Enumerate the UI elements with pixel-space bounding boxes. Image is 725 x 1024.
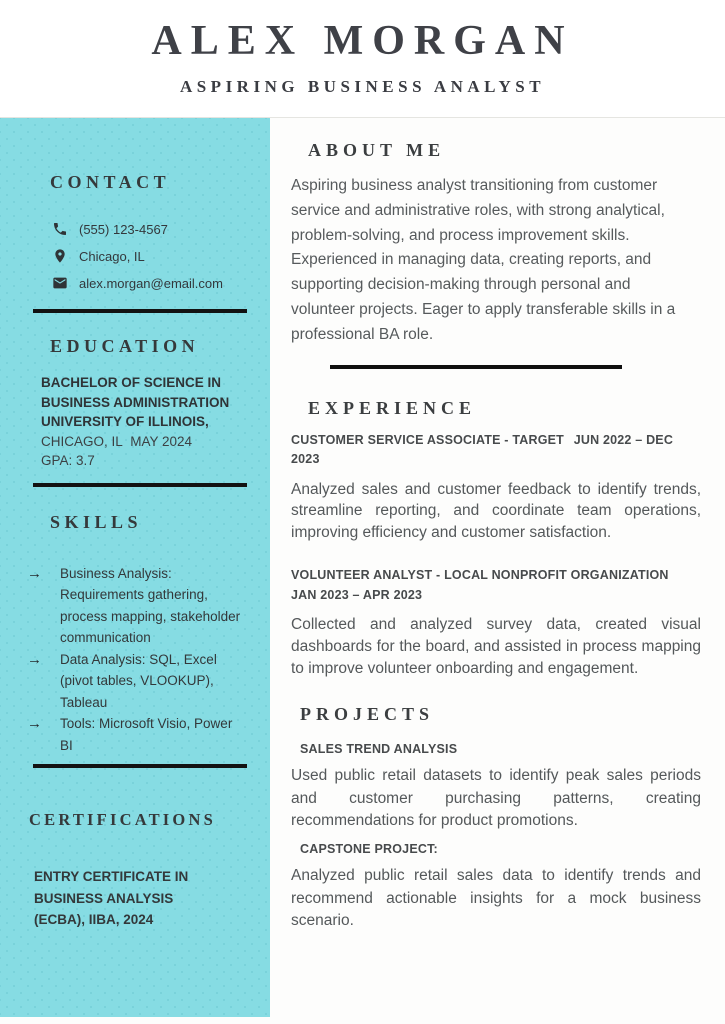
education-section [0, 336, 248, 487]
contact-item-email [0, 275, 248, 291]
skills-list [0, 563, 248, 757]
job-title: VOLUNTEER ANALYST - LOCAL NONPROFIT ORGANIZATION [291, 568, 669, 583]
location-text: Chicago, IL [79, 248, 145, 264]
job-description: Analyzed sales and customer feedback to identify trends, streamline reporting, and coordinate team operations, improving efficiency and customer satisfaction. [291, 480, 701, 541]
candidate-title: ASPIRING BUSINESS ANALYST [179, 77, 546, 96]
contact-list [0, 221, 248, 291]
contact-section [0, 172, 248, 313]
education-gpa: GPA: 3.7 [41, 453, 95, 468]
contact-item-phone [0, 221, 248, 237]
content-row [0, 118, 725, 1023]
project-description: Analyzed public retail sales data to identify trends and recommend actionable insights for a mock business scenario. [291, 867, 701, 930]
education-location-date: CHICAGO, IL MAY 2024 [41, 433, 193, 449]
job-entry [291, 431, 701, 544]
job-dates: JAN 2023 – APR 2023 [291, 587, 423, 602]
phone-number: (555) 123-4567 [79, 221, 168, 237]
experience-heading: EXPERIENCE [308, 397, 477, 418]
degree-line: UNIVERSITY OF ILLINOIS, [41, 414, 209, 429]
job-title: CUSTOMER SERVICE ASSOCIATE - TARGET [291, 432, 564, 447]
main-content [270, 118, 725, 1023]
arrow-right-icon: → [27, 715, 42, 732]
education-details [0, 373, 248, 471]
degree-line: BACHELOR OF SCIENCE IN [41, 375, 222, 390]
degree-line: BUSINESS ADMINISTRATION [41, 394, 230, 410]
about-section [291, 140, 701, 369]
project-title: SALES TREND ANALYSIS [300, 742, 458, 757]
project-entry [291, 742, 701, 832]
about-body: Aspiring business analyst transitioning from customer service and administrative roles, with strong analytical, problem-solving, and process improvement skills. Experienced in managing data, creating reports, and supporting decision-making through personal and volunteer projects. Eager to apply transferable skills in a professional BA role. [291, 177, 676, 343]
skill-text: Business Analysis: Requirements gathering, process mapping, stakeholder communication [60, 565, 241, 645]
certifications-heading: CERTIFICATIONS [29, 810, 216, 829]
email-icon [52, 275, 68, 291]
about-heading: ABOUT ME [308, 140, 446, 160]
skills-section [0, 512, 248, 769]
arrow-right-icon: → [27, 650, 42, 668]
sidebar [0, 118, 270, 1017]
section-divider [330, 365, 622, 369]
projects-heading: PROJECTS [300, 704, 435, 725]
list-item [0, 713, 248, 756]
job-description: Collected and analyzed survey data, created visual dashboards for the board, and assisted in process mapping to improve volunteer onboarding and engagement. [291, 616, 701, 677]
job-dates: JUN 2022 – DEC 2023 [291, 432, 674, 467]
project-entry [291, 842, 701, 932]
candidate-name: ALEX MORGAN [151, 18, 574, 64]
resume-header [0, 0, 725, 118]
contact-item-location [0, 248, 248, 264]
skills-heading: SKILLS [50, 511, 143, 532]
sidebar-divider [33, 483, 247, 487]
skill-text: Tools: Microsoft Visio, Power BI [60, 716, 233, 753]
education-heading: EDUCATION [50, 336, 200, 356]
sidebar-divider [33, 764, 247, 768]
project-title: CAPSTONE PROJECT: [300, 842, 438, 857]
certifications-section [0, 810, 248, 931]
contact-heading: CONTACT [50, 172, 171, 192]
projects-section [291, 704, 701, 932]
arrow-right-icon: → [27, 564, 42, 582]
job-title-line [291, 431, 701, 470]
job-entry [291, 566, 701, 679]
list-item [0, 563, 248, 649]
phone-icon [52, 221, 68, 237]
sidebar-divider [33, 309, 247, 313]
project-description: Used public retail datasets to identify peak sales periods and customer purchasing patterns, creating recommendations for product promotions. [291, 767, 701, 829]
list-item [0, 649, 248, 714]
location-icon [52, 248, 68, 264]
job-title-line [291, 566, 701, 605]
experience-section [291, 398, 701, 680]
email-text: alex.morgan@email.com [79, 275, 223, 291]
skill-text: Data Analysis: SQL, Excel (pivot tables, VLOOKUP), Tableau [60, 651, 217, 710]
certification-text: ENTRY CERTIFICATE IN BUSINESS ANALYSIS (ECBA), IIBA, 2024 [34, 869, 189, 927]
